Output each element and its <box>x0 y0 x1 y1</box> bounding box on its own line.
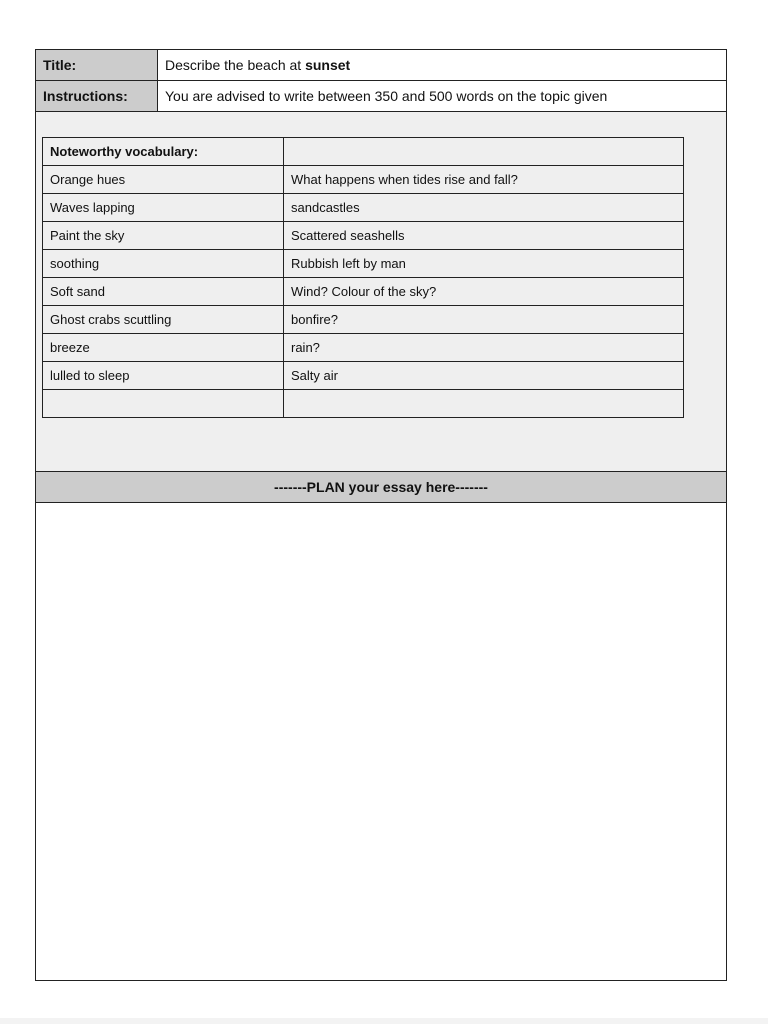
instructions-label: Instructions: <box>36 81 158 111</box>
vocabulary-table <box>42 137 684 418</box>
vocabulary-cell-left: Waves lapping <box>43 194 284 222</box>
table-row <box>43 166 684 194</box>
table-row <box>43 278 684 306</box>
table-row <box>43 362 684 390</box>
title-text: Describe the beach at <box>165 57 306 73</box>
table-row <box>43 306 684 334</box>
title-value <box>158 50 726 80</box>
table-row <box>43 222 684 250</box>
essay-worksheet <box>35 49 727 981</box>
title-emphasis: sunset <box>305 57 351 73</box>
vocabulary-cell-right: bonfire? <box>284 306 684 334</box>
instructions-value: You are advised to write between 350 and 500 words on the topic given <box>165 88 608 104</box>
vocabulary-heading-right <box>284 138 684 166</box>
vocabulary-cell-right: Salty air <box>284 362 684 390</box>
vocabulary-cell-left: breeze <box>43 334 284 362</box>
vocabulary-header-row <box>43 138 684 166</box>
title-row <box>36 50 726 81</box>
vocabulary-cell-left: Orange hues <box>43 166 284 194</box>
title-label: Title: <box>36 50 158 80</box>
vocabulary-section <box>36 112 726 472</box>
table-row <box>43 334 684 362</box>
table-row <box>43 390 684 418</box>
vocabulary-cell-left: Soft sand <box>43 278 284 306</box>
vocabulary-heading: Noteworthy vocabulary: <box>43 138 284 166</box>
vocabulary-cell-right: sandcastles <box>284 194 684 222</box>
plan-heading: -------PLAN your essay here------- <box>36 472 726 503</box>
vocabulary-cell-right: What happens when tides rise and fall? <box>284 166 684 194</box>
vocabulary-cell-left: Ghost crabs scuttling <box>43 306 284 334</box>
vocabulary-cell-right: Scattered seashells <box>284 222 684 250</box>
vocabulary-cell-right: rain? <box>284 334 684 362</box>
table-row <box>43 250 684 278</box>
instructions-row <box>36 81 726 112</box>
vocabulary-cell-left: soothing <box>43 250 284 278</box>
vocabulary-cell-left: lulled to sleep <box>43 362 284 390</box>
plan-writing-area[interactable] <box>36 503 726 980</box>
vocabulary-cell-right <box>284 390 684 418</box>
table-row <box>43 194 684 222</box>
vocabulary-cell-right: Wind? Colour of the sky? <box>284 278 684 306</box>
vocabulary-cell-left <box>43 390 284 418</box>
page-bottom-strip <box>0 1018 768 1024</box>
vocabulary-cell-left: Paint the sky <box>43 222 284 250</box>
vocabulary-cell-right: Rubbish left by man <box>284 250 684 278</box>
